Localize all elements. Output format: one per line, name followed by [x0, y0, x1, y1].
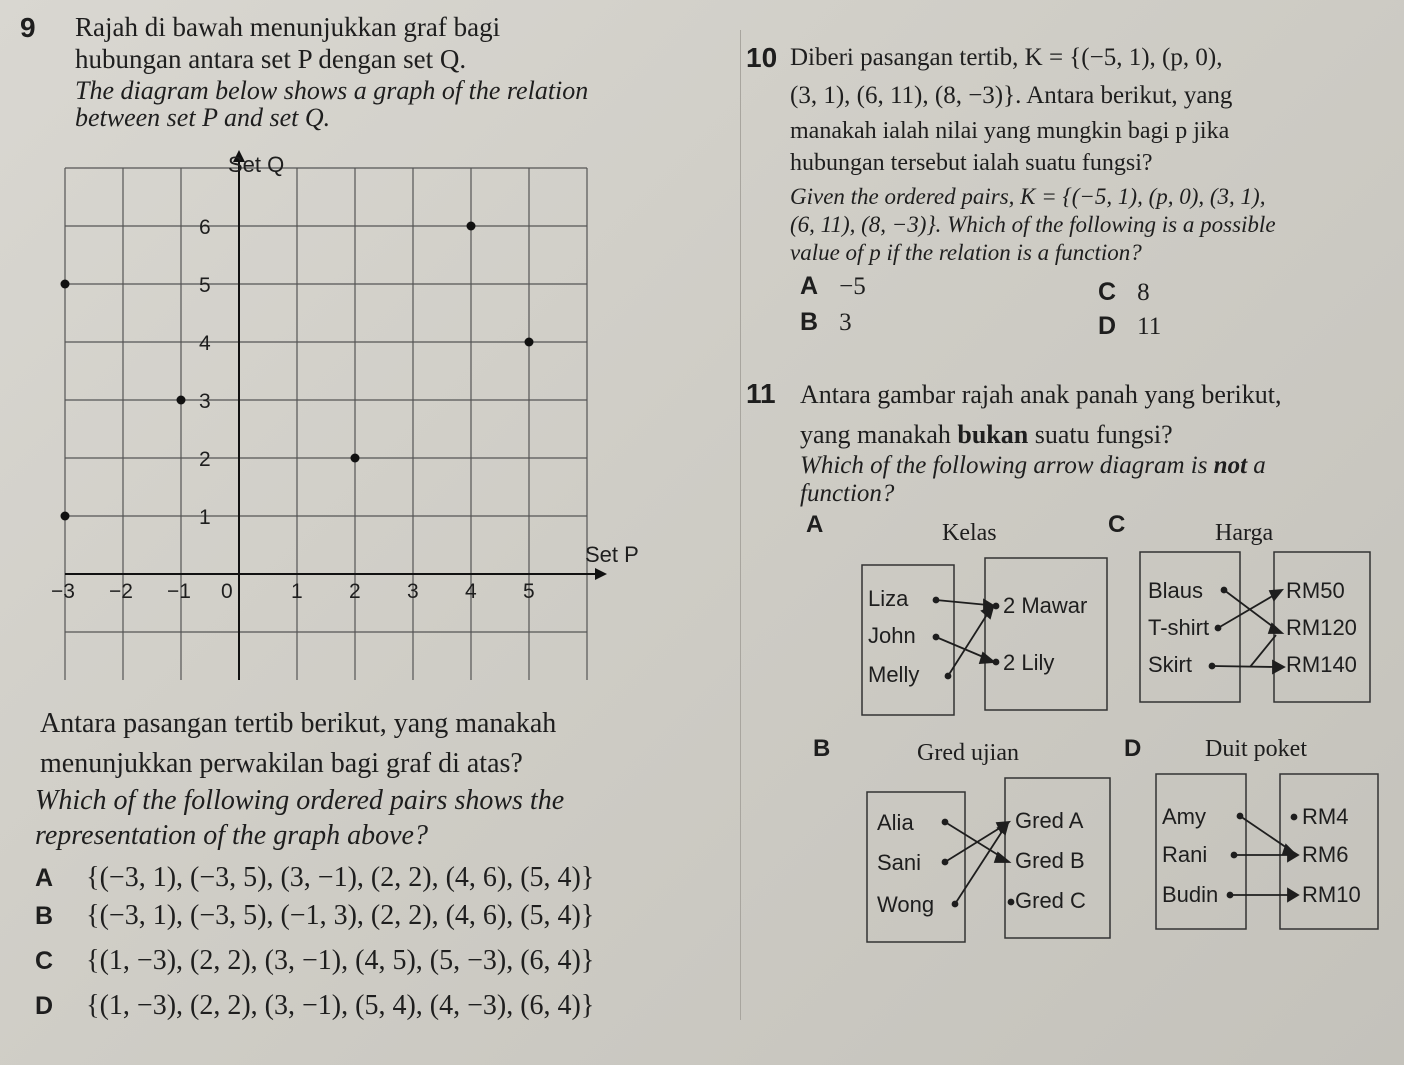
domain-item: Budin: [1162, 882, 1219, 907]
x-tick-label: 5: [523, 580, 535, 603]
q11-en-text: Which of the following arrow diagram is: [800, 452, 1214, 479]
column-divider: [740, 30, 741, 1020]
y-tick-label: 2: [199, 448, 211, 471]
graph-point: [177, 396, 186, 405]
codomain-item: Gred C: [1015, 888, 1086, 913]
graph-point: [525, 338, 534, 347]
diagram-letter: A: [806, 511, 824, 538]
q9-question-en-line2: representation of the graph above?: [35, 820, 428, 851]
diagram-title: Kelas: [942, 520, 997, 546]
q11-bm-line1: Antara gambar rajah anak panah yang berikut,: [800, 380, 1282, 409]
q9-question-bm-line2: menunjukkan perwakilan bagi graf di atas?: [40, 748, 523, 779]
q10-bm-line4: hubungan tersebut ialah suatu fungsi?: [790, 150, 1153, 176]
y-tick-label: 5: [199, 274, 211, 297]
x-tick-label: 4: [465, 580, 477, 603]
q10-en-line3: value of p if the relation is a function?: [790, 240, 1142, 265]
x-axis-arrowhead: [595, 568, 607, 580]
graph-point: [61, 280, 70, 289]
option-letter: C: [1098, 278, 1117, 306]
q9-question-en-line1: Which of the following ordered pairs shows the: [35, 785, 565, 816]
q9-stem-en-line1: The diagram below shows a graph of the relation: [75, 76, 589, 105]
q9-stem-bm-line1: Rajah di bawah menunjukkan graf bagi: [75, 12, 501, 42]
codomain-item: Gred A: [1015, 808, 1084, 833]
domain-item: Liza: [868, 586, 909, 611]
q9-option-d[interactable]: [35, 990, 594, 1022]
diagram-title: Gred ujian: [917, 740, 1019, 766]
q11-en-line2: function?: [800, 480, 895, 507]
q11-en-text: a: [1247, 452, 1266, 479]
option-letter: D: [35, 992, 54, 1020]
q10-bm-line3: manakah ialah nilai yang mungkin bagi p jika: [790, 118, 1230, 144]
q10-en-line2: (6, 11), (8, −3)}. Which of the following is a possible: [790, 212, 1276, 237]
diagram-arrows: [1210, 588, 1285, 674]
q11-diagram-b[interactable]: [805, 730, 1125, 955]
codomain-item: RM50: [1286, 578, 1345, 603]
x-tick-label: 1: [291, 580, 303, 603]
q11-diagram-c[interactable]: [1100, 510, 1390, 720]
diagram-title: Harga: [1215, 520, 1274, 546]
q11-bm-line2: [800, 420, 1173, 450]
q10-option-b[interactable]: [800, 308, 852, 337]
domain-item: Skirt: [1148, 652, 1192, 677]
codomain-item: 2 Mawar: [1003, 593, 1088, 618]
q10-bm-line1: Diberi pasangan tertib, K = {(−5, 1), (p, 0),: [790, 44, 1223, 71]
q9-option-c[interactable]: [35, 945, 594, 977]
q11-en-bold-word: not: [1213, 452, 1248, 479]
domain-item: John: [868, 623, 916, 648]
option-letter: A: [800, 272, 819, 300]
codomain-item: RM6: [1302, 842, 1349, 867]
graph-point: [61, 512, 70, 521]
option-letter: B: [800, 308, 819, 336]
option-letter: C: [35, 947, 54, 975]
domain-item: Blaus: [1148, 578, 1204, 603]
q9-graph: [40, 140, 680, 680]
option-letter: D: [1098, 312, 1117, 340]
q11-bm-text: suatu fungsi?: [1028, 420, 1173, 449]
diagram-codomain-box: [985, 558, 1107, 710]
x-tick-label: −3: [51, 580, 75, 603]
domain-item: Alia: [877, 810, 914, 835]
q11-bm-text: yang manakah: [800, 420, 958, 449]
diagram-arrows: [943, 820, 1014, 907]
q11-diagram-d[interactable]: [1100, 730, 1390, 940]
x-tick-label: 0: [221, 580, 233, 603]
q10-option-d[interactable]: [1098, 312, 1161, 341]
domain-item: Amy: [1162, 804, 1206, 829]
x-tick-label: 3: [407, 580, 419, 603]
q10-number: 10: [746, 42, 778, 73]
domain-item: T-shirt: [1148, 615, 1210, 640]
y-tick-label: 6: [199, 216, 211, 239]
option-text: {(−3, 1), (−3, 5), (3, −1), (2, 2), (4, 6), (5, 4)}: [86, 862, 595, 893]
q11-en-line1: [800, 452, 1266, 480]
codomain-item: 2 Lily: [1003, 650, 1055, 675]
y-tick-label: 1: [199, 506, 211, 529]
codomain-item: RM140: [1286, 652, 1357, 677]
domain-item: Sani: [877, 850, 922, 875]
option-text: {(−3, 1), (−3, 5), (−1, 3), (2, 2), (4, 6), (5, 4)}: [86, 900, 595, 931]
y-axis-label: Set Q: [228, 152, 285, 177]
option-letter: A: [35, 864, 54, 892]
q10-bm-line2: (3, 1), (6, 11), (8, −3)}. Antara berikut, yang: [790, 82, 1233, 109]
q9-stem-bm-line2: hubungan antara set P dengan set Q.: [75, 44, 467, 74]
option-text: 8: [1137, 279, 1150, 306]
q9-option-a[interactable]: [35, 862, 594, 894]
option-text: {(1, −3), (2, 2), (3, −1), (4, 5), (5, −3), (6, 4)}: [86, 945, 595, 976]
q9-option-b[interactable]: [35, 900, 594, 932]
option-text: 3: [839, 309, 852, 336]
graph-grid: [65, 168, 587, 680]
x-tick-label: 2: [349, 580, 361, 603]
option-text: 11: [1137, 313, 1162, 340]
codomain-item: RM10: [1302, 882, 1361, 907]
q11-diagram-a[interactable]: [800, 510, 1120, 720]
codomain-item: Gred B: [1015, 848, 1085, 873]
option-text: −5: [839, 273, 866, 300]
q10-en-line1: Given the ordered pairs, K = {(−5, 1), (p, 0), (3, 1),: [790, 184, 1266, 209]
q10-option-a[interactable]: [800, 272, 866, 301]
q10-option-c[interactable]: [1098, 278, 1150, 307]
x-tick-label: −1: [167, 580, 191, 603]
x-axis-label: Set P: [585, 542, 639, 567]
y-tick-label: 4: [199, 332, 211, 355]
graph-point: [467, 222, 476, 231]
diagram-arrows: [934, 598, 999, 679]
diagram-letter: B: [813, 735, 831, 762]
q9-stem-en-line2: between set P and set Q.: [75, 103, 331, 132]
domain-item: Rani: [1162, 842, 1208, 867]
option-letter: B: [35, 902, 54, 930]
q9-question-bm-line1: Antara pasangan tertib berikut, yang manakah: [40, 708, 557, 739]
graph-point: [351, 454, 360, 463]
x-tick-label: −2: [109, 580, 133, 603]
diagram-letter: C: [1108, 511, 1126, 538]
q9-number: 9: [20, 12, 36, 43]
codomain-item: RM120: [1286, 615, 1357, 640]
diagram-arrows: [1228, 814, 1299, 902]
q11-number: 11: [746, 378, 776, 409]
diagram-title: Duit poket: [1205, 736, 1307, 762]
option-text: {(1, −3), (2, 2), (3, −1), (5, 4), (4, −3), (6, 4)}: [86, 990, 595, 1021]
y-tick-label: 3: [199, 390, 211, 413]
q11-bm-bold-word: bukan: [957, 420, 1029, 449]
diagram-letter: D: [1124, 735, 1142, 762]
domain-item: Wong: [877, 892, 935, 917]
domain-item: Melly: [868, 662, 920, 687]
codomain-item: RM4: [1302, 804, 1349, 829]
